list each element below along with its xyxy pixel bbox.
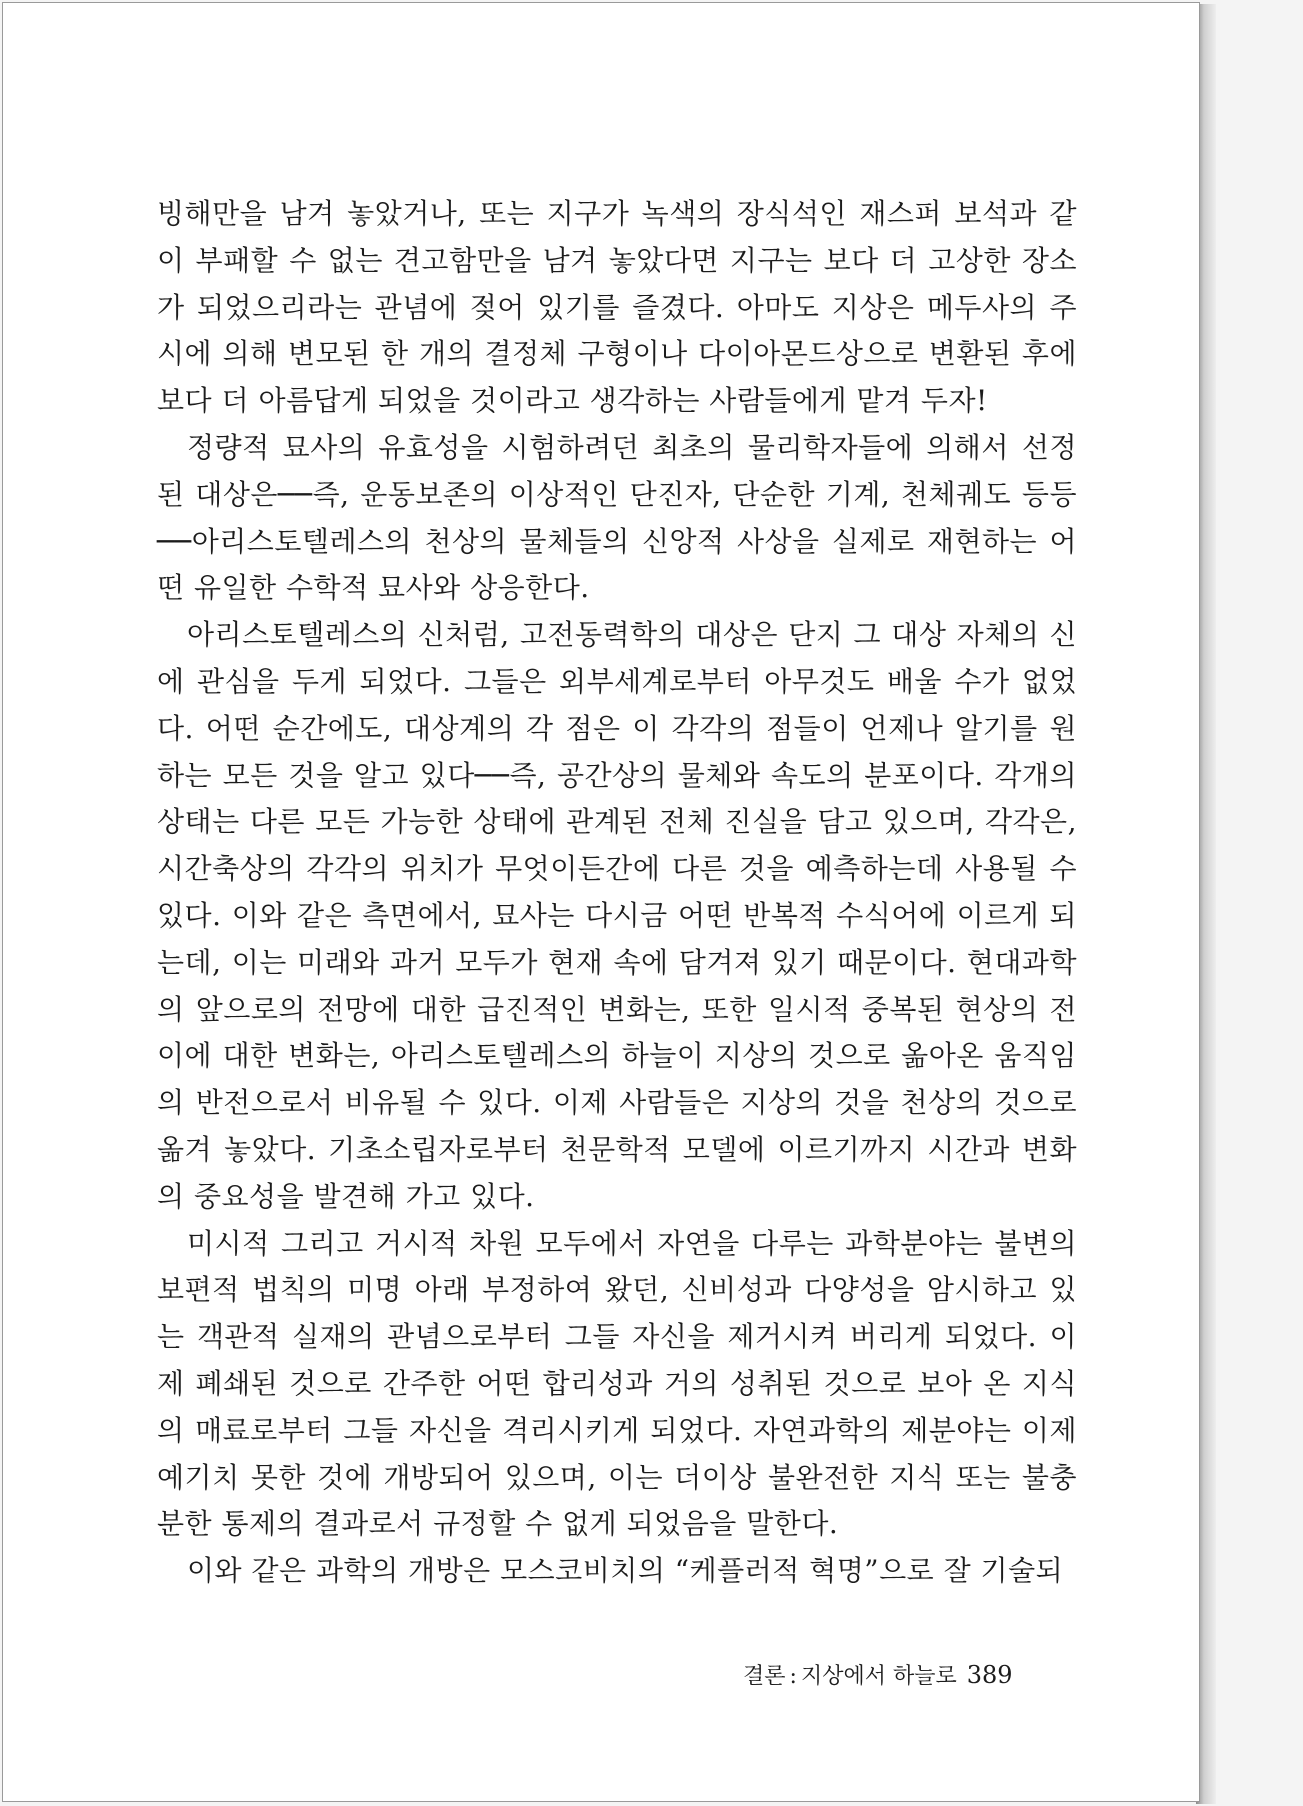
footer-title: 지상에서 하늘로 xyxy=(800,1664,957,1689)
paragraph-1: 빙해만을 남겨 놓았거나, 또는 지구가 녹색의 장식석인 재스퍼 보석과 같이 부패할 수 없는 견고함만을 남겨 놓았다면 지구는 보다 더 고상한 장소가 되었으리라는 관념에 젖어 있기를 즐겼다. 아마도 지상은 메두사의 주시에 의해 변모된 한 개의 결정체 구형이나 다이아몬드상으로 변환된 후에 보다 더 아름답게 되었을 것이라고 생각하는 사람들에게 맡겨 두자! xyxy=(157,197,1077,418)
body-text xyxy=(157,191,1077,1595)
page-number: 389 xyxy=(966,1661,1013,1689)
footer-separator: : xyxy=(789,1664,797,1689)
running-footer xyxy=(743,1659,1063,1690)
paragraph-4: 미시적 그리고 거시적 차원 모두에서 자연을 다루는 과학분야는 불변의 보편적 법칙의 미명 아래 부정하여 왔던, 신비성과 다양성을 암시하고 있는 객관적 실재의 관념으로부터 그들 자신을 제거시켜 버리게 되었다. 이제 폐쇄된 것으로 간주한 어떤 합리성과 거의 성취된 것으로 보아 온 지식의 매료로부터 그들 자신을 격리시키게 되었다. 자연과학의 제분야는 이제 예기치 못한 것에 개방되어 있으며, 이는 더이상 불완전한 지식 또는 불충분한 통제의 결과로서 규정할 수 없게 되었음을 말한다. xyxy=(157,1226,1077,1541)
paragraph-2: 정량적 묘사의 유효성을 시험하려던 최초의 물리학자들에 의해서 선정된 대상은──즉, 운동보존의 이상적인 단진자, 단순한 기계, 천체궤도 등등──아리스토텔레스의 천상의 물체들의 신앙적 사상을 실제로 재현하는 어떤 유일한 수학적 묘사와 상응한다. xyxy=(157,430,1077,605)
book-page xyxy=(2,2,1200,1802)
paragraph-3: 아리스토텔레스의 신처럼, 고전동력학의 대상은 단지 그 대상 자체의 신에 관심을 두게 되었다. 그들은 외부세계로부터 아무것도 배울 수가 없었다. 어떤 순간에도, 대상계의 각 점은 이 각각의 점들이 언제나 알기를 원하는 모든 것을 알고 있다──즉, 공간상의 물체와 속도의 분포이다. 각개의 상태는 다른 모든 가능한 상태에 관계된 전체 진실을 담고 있으며, 각각은, 시간축상의 각각의 위치가 무엇이든간에 다른 것을 예측하는데 사용될 수 있다. 이와 같은 측면에서, 묘사는 다시금 어떤 반복적 수식어에 이르게 되는데, 이는 미래와 과거 모두가 현재 속에 담겨져 있기 때문이다. 현대과학의 앞으로의 전망에 대한 급진적인 변화는, 또한 일시적 중복된 현상의 전이에 대한 변화는, 아리스토텔레스의 하늘이 지상의 것으로 옮아온 움직임의 반전으로서 비유될 수 있다. 이제 사람들은 지상의 것을 천상의 것으로 옮겨 놓았다. 기초소립자로부터 천문학적 모델에 이르기까지 시간과 변화의 중요성을 발견해 가고 있다. xyxy=(157,618,1077,1213)
paragraph-5: 이와 같은 과학의 개방은 모스코비치의 “케플러적 혁명”으로 잘 기술되 xyxy=(187,1554,1064,1588)
footer-section: 결론 xyxy=(743,1664,786,1689)
